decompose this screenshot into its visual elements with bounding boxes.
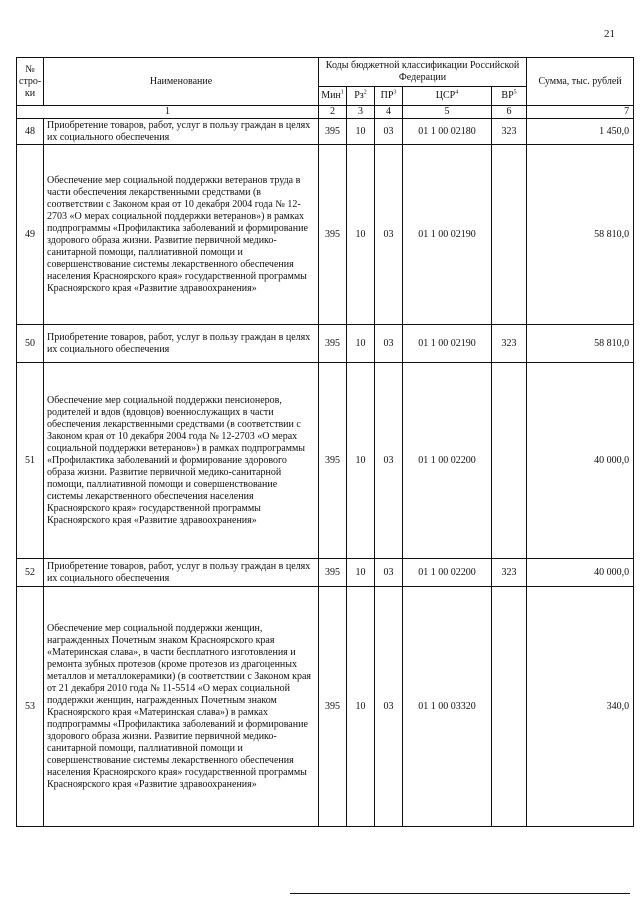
header-csr: ЦСР$^4$ [403,87,492,106]
row-pr: 03 [375,145,403,325]
row-name: Приобретение товаров, работ, услуг в пользу граждан в целях их социального обеспечения [44,325,319,363]
row-vr: 323 [492,119,527,145]
col-number: 5 [403,106,492,119]
column-numbers-row [17,106,634,119]
row-pr: 03 [375,119,403,145]
row-rz: 10 [347,587,375,827]
col-number: 7 [527,106,634,119]
row-vr: 323 [492,325,527,363]
header-pr: $ПР^3$ [375,87,403,106]
row-name: Обеспечение мер социальной поддержки ветеранов труда в части обеспечения лекарственными средствами (в соответствии с Законом края от 10 декабря 2004 года № 12-2703 «О мерах социальной поддержки ветеранов») в рамках подпрограммы «Профилактика заболеваний и формирование здорового образа жизни. Развитие первичной медико-санитарной помощи, паллиативной помощи и совершенствование системы лекарственного обеспечения населения Красноярского края» государственной программы Красноярского края «Развитие здравоохранения» [44,145,319,325]
table-row [17,363,634,559]
row-number: 48 [17,119,44,145]
header-name: Наименование [44,58,319,106]
col-number: 6 [492,106,527,119]
col-number: 3 [347,106,375,119]
row-vr [492,145,527,325]
row-name: Приобретение товаров, работ, услуг в пользу граждан в целях их социального обеспечения [44,559,319,587]
page-number: 21 [604,28,615,40]
col-number: 4 [375,106,403,119]
header-rz: $Рз^2$ [347,87,375,106]
budget-table [16,57,634,827]
row-sum: 58 810,0 [527,145,634,325]
row-min: 395 [319,363,347,559]
row-pr: 03 [375,559,403,587]
row-rz: 10 [347,363,375,559]
row-pr: 03 [375,587,403,827]
table-row [17,145,634,325]
header-codes-group: Коды бюджетной классификации Российской Федерации [319,58,527,87]
row-number: 53 [17,587,44,827]
row-pr: 03 [375,325,403,363]
row-name: Обеспечение мер социальной поддержки женщин, награжденных Почетным знаком Красноярского края «Материнская слава», в части бесплатного изготовления и ремонта зубных протезов (кроме протезов из драгоценных металлов и металлокерамики) (в соответствии с Законом края от 21 декабря 2010 года № 11-5514 «О мерах социальной поддержки женщин, награжденных Почетным знаком Красноярского края «Материнская слава») в рамках подпрограммы «Профилактика заболеваний и формирование здорового образа жизни. Развитие первичной медико-санитарной помощи, паллиативной помощи и совершенствование системы лекарственного обеспечения населения Красноярского края» государственной программы Красноярского края «Развитие здравоохранения» [44,587,319,827]
header-sum: Сумма, тыс. рублей [527,58,634,106]
col-number: 2 [319,106,347,119]
table-row [17,119,634,145]
row-min: 395 [319,119,347,145]
row-vr [492,363,527,559]
page-bottom-rule [290,893,630,894]
row-csr: 01 1 00 02190 [403,145,492,325]
table-row [17,325,634,363]
row-csr: 01 1 00 02200 [403,559,492,587]
table-row [17,587,634,827]
row-csr: 01 1 00 02190 [403,325,492,363]
row-min: 395 [319,145,347,325]
row-vr [492,587,527,827]
header-vr: $ВР^5$ [492,87,527,106]
row-rz: 10 [347,145,375,325]
row-sum: 40 000,0 [527,363,634,559]
row-name: Обеспечение мер социальной поддержки пенсионеров, родителей и вдов (вдовцов) военнослужащих в части обеспечения лекарственными средствами (в соответствии с Законом края от 10 декабря 2004 года № 12-2703 «О мерах социальной поддержки ветеранов») в рамках подпрограммы «Профилактика заболеваний и формирование здорового образа жизни. Развитие первичной медико-санитарной помощи, паллиативной помощи и совершенствование системы лекарственного обеспечения населения Красноярского края» государственной программы Красноярского края «Развитие здравоохранения» [44,363,319,559]
row-rz: 10 [347,559,375,587]
row-number: 50 [17,325,44,363]
row-csr: 01 1 00 03320 [403,587,492,827]
row-rz: 10 [347,119,375,145]
row-min: 395 [319,325,347,363]
row-pr: 03 [375,363,403,559]
row-csr: 01 1 00 02180 [403,119,492,145]
row-number: 49 [17,145,44,325]
row-sum: 1 450,0 [527,119,634,145]
row-min: 395 [319,559,347,587]
row-csr: 01 1 00 02200 [403,363,492,559]
row-min: 395 [319,587,347,827]
row-rz: 10 [347,325,375,363]
row-number: 52 [17,559,44,587]
row-number: 51 [17,363,44,559]
table-row [17,559,634,587]
row-vr: 323 [492,559,527,587]
header-row-no: № стро-ки [17,58,44,106]
row-name: Приобретение товаров, работ, услуг в пользу граждан в целях их социального обеспечения [44,119,319,145]
row-sum: 40 000,0 [527,559,634,587]
col-number: 1 [17,106,319,119]
row-sum: 58 810,0 [527,325,634,363]
row-sum: 340,0 [527,587,634,827]
header-min: Мин$^1$ [319,87,347,106]
